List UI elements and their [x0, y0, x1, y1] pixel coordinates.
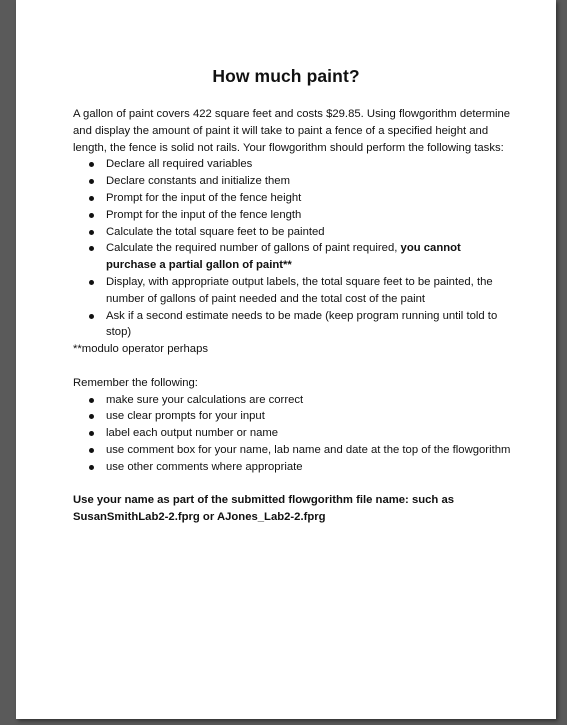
- closing-paragraph: Use your name as part of the submitted flowgorithm file name: such as SusanSmithLab2-2.fprg or AJones_Lab2-2.fprg: [73, 494, 455, 524]
- bullet-icon: [89, 230, 94, 235]
- bullet-icon: [89, 414, 94, 419]
- list-item: [73, 392, 513, 409]
- document-body: [73, 106, 513, 526]
- remember-text: use other comments where appropriate: [106, 460, 303, 473]
- list-item: [73, 190, 513, 207]
- bullet-icon: [89, 280, 94, 285]
- intro-paragraph: A gallon of paint covers 422 square feet and costs $29.85. Using flowgorithm determine and display the amount of paint it will take to paint a fence of a specified height and length, the fence is solid not rails. Your flowgorithm should perform the following tasks:: [73, 108, 511, 154]
- list-item: [73, 207, 513, 224]
- remember-text: use clear prompts for your input: [106, 410, 265, 423]
- list-item: [73, 408, 513, 425]
- list-item: [73, 308, 513, 342]
- remember-text: use comment box for your name, lab name and date at the top of the flowgorithm: [106, 443, 511, 456]
- bullet-icon: [89, 314, 94, 319]
- bullet-icon: [89, 398, 94, 403]
- blank-line: [73, 358, 513, 375]
- remember-heading: Remember the following:: [73, 376, 198, 389]
- page-title: How much paint?: [212, 66, 360, 86]
- list-item: [73, 459, 513, 476]
- list-item: [73, 224, 513, 241]
- task-text: Prompt for the input of the fence length: [106, 208, 302, 221]
- bullet-icon: [89, 246, 94, 251]
- footnote: **modulo operator perhaps: [73, 343, 209, 356]
- task-emphasis: you cannot purchase a partial gallon of paint**: [106, 242, 461, 272]
- task-text: Display, with appropriate output labels, the total square feet to be painted, the number of gallons of paint needed and the total cost of the paint: [106, 275, 493, 305]
- bullet-icon: [89, 431, 94, 436]
- bullet-icon: [89, 162, 94, 167]
- remember-list: [73, 392, 513, 476]
- task-text: Declare constants and initialize them: [106, 175, 290, 188]
- task-text: Ask if a second estimate needs to be made (keep program running until told to stop): [106, 309, 498, 339]
- list-item: [73, 442, 513, 459]
- task-text: Prompt for the input of the fence height: [106, 191, 302, 204]
- task-list: [73, 156, 513, 341]
- task-text: Declare all required variables: [106, 158, 253, 171]
- bullet-icon: [89, 196, 94, 201]
- list-item: [73, 274, 513, 308]
- bullet-icon: [89, 213, 94, 218]
- task-text: Calculate the total square feet to be painted: [106, 225, 325, 238]
- list-item: [73, 173, 513, 190]
- blank-line: [73, 476, 513, 493]
- bullet-icon: [89, 448, 94, 453]
- bullet-icon: [89, 179, 94, 184]
- list-item: [73, 425, 513, 442]
- remember-text: make sure your calculations are correct: [106, 393, 304, 406]
- remember-text: label each output number or name: [106, 427, 279, 440]
- task-text: Calculate the required number of gallons of paint required,: [106, 242, 401, 255]
- list-item: [73, 240, 513, 274]
- bullet-icon: [89, 465, 94, 470]
- list-item: [73, 156, 513, 173]
- document-page: [16, 0, 556, 719]
